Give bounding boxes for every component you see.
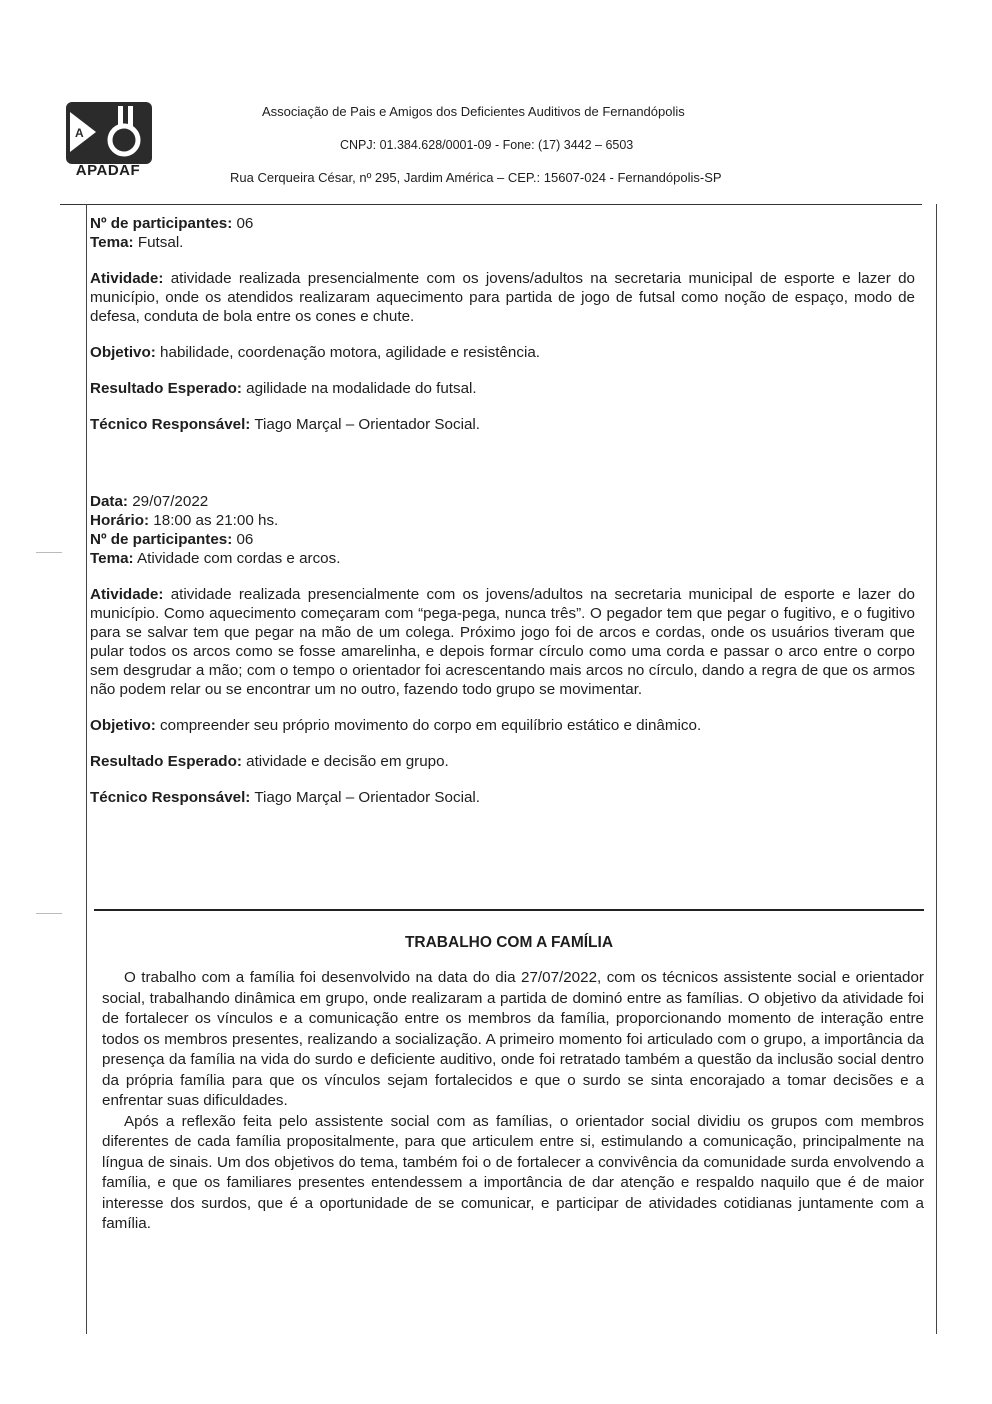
frame-left-border bbox=[86, 204, 87, 1334]
cnpj-phone: CNPJ: 01.384.628/0001-09 - Fone: (17) 3442 – 6503 bbox=[340, 138, 634, 152]
activity2-tema: Tema: Atividade com cordas e arcos. bbox=[90, 550, 341, 567]
activity1-resultado: Resultado Esperado: agilidade na modalidade do futsal. bbox=[90, 380, 477, 397]
family-paragraph-2: Após a reflexão feita pelo assistente social com as famílias, o orientador social dividiu os grupos com membros diferentes de cada família propositalmente, para que articulem entre si, estimulando a comunicação, principalmente na língua de sinais. Um dos objetivos do tema, também foi o de fortalecer a convivência da comunidade surda envolvendo a família, e que os familiares presentes entendessem a importância de dar atenção e respaldo naquilo que é de maior interesse dos surdos, que é a oportunidade de se comunicar, e participar de atividades cotidianas juntamente com a família. bbox=[102, 1112, 924, 1232]
activity1-tecnico: Técnico Responsável: Tiago Marçal – Orientador Social. bbox=[90, 416, 480, 433]
header-divider bbox=[60, 204, 922, 205]
activity2-atividade: Atividade: atividade realizada presencialmente com os jovens/adultos na secretaria municipal de esporte e lazer do município. Como aquecimento começaram com “pega-pega, nunca três”. O pegador tem que pegar o fugitivo, e o fugitivo para se salvar tem que pegar na mão de um colega. Próximo jogo foi de arcos e cordas, onde os usuários tiveram que pular todos os arcos como se fosse amarelinha, e depois formar círculo como uma corda e passar o arco entre o corpo sem desgrudar a mão; com o tempo o orientador foi acrescentando mais arcos no círculo, dando a regra de que os armos não podem relar ou se encontrar um no outro, fazendo todo grupo se movimentar. bbox=[90, 586, 915, 698]
frame-right-border bbox=[936, 204, 937, 1334]
activity2-horario: Horário: 18:00 as 21:00 hs. bbox=[90, 512, 279, 529]
svg-text:A: A bbox=[75, 126, 84, 140]
org-name: Associação de Pais e Amigos dos Deficientes Auditivos de Fernandópolis bbox=[262, 104, 685, 119]
activity1-atividade: Atividade: atividade realizada presencialmente com os jovens/adultos na secretaria municipal de esporte e lazer do município, onde os atendidos realizaram aquecimento para partida de jogo de futsal como noção de espaço, modo de defesa, conduta de bola entre os cones e chute. bbox=[90, 270, 915, 325]
family-section-title: TRABALHO COM A FAMÍLIA bbox=[404, 934, 614, 951]
family-section-body bbox=[102, 968, 924, 1235]
org-address: Rua Cerqueira César, nº 295, Jardim América – CEP.: 15607-024 - Fernandópolis-SP bbox=[230, 170, 722, 185]
scan-mark bbox=[36, 552, 62, 553]
activity2-tecnico: Técnico Responsável: Tiago Marçal – Orientador Social. bbox=[90, 789, 480, 806]
activities-content bbox=[90, 214, 915, 807]
scan-mark bbox=[36, 913, 62, 914]
activity1-participants: Nº de participantes: 06 bbox=[90, 215, 254, 232]
activity2-objetivo: Objetivo: compreender seu próprio movimento do corpo em equilíbrio estático e dinâmico. bbox=[90, 717, 702, 734]
logo-wordmark: APADAF bbox=[75, 162, 141, 179]
apadaf-logo bbox=[62, 100, 154, 184]
activity2-data: Data: 29/07/2022 bbox=[90, 493, 209, 510]
activity2-resultado: Resultado Esperado: atividade e decisão em grupo. bbox=[90, 753, 449, 770]
apadaf-logo-emblem bbox=[66, 102, 152, 164]
activity1-objetivo: Objetivo: habilidade, coordenação motora, agilidade e resistência. bbox=[90, 344, 540, 361]
activity2-participants: Nº de participantes: 06 bbox=[90, 531, 254, 548]
family-paragraph-1: O trabalho com a família foi desenvolvido na data do dia 27/07/2022, com os técnicos assistente social e orientador social, trabalhando dinâmica em grupo, onde realizaram a partida de dominó entre as famílias. O objetivo da atividade foi de fortalecer os vínculos e a comunicação entre os membros da família, proporcionando momento de interação entre todos os membros presentes, realizando a socialização. A primeiro momento foi articulado com o grupo, a importância da presença da família na vida do surdo e deficiente auditivo, onde foi retratado também a questão da inclusão social dentro da própria família para que os vínculos sejam fortalecidos e que o surdo se sinta encorajado a tomar decisões e a enfrentar suas dificuldades. bbox=[102, 969, 924, 1109]
section-divider bbox=[94, 909, 924, 911]
activity1-tema: Tema: Futsal. bbox=[90, 234, 184, 251]
